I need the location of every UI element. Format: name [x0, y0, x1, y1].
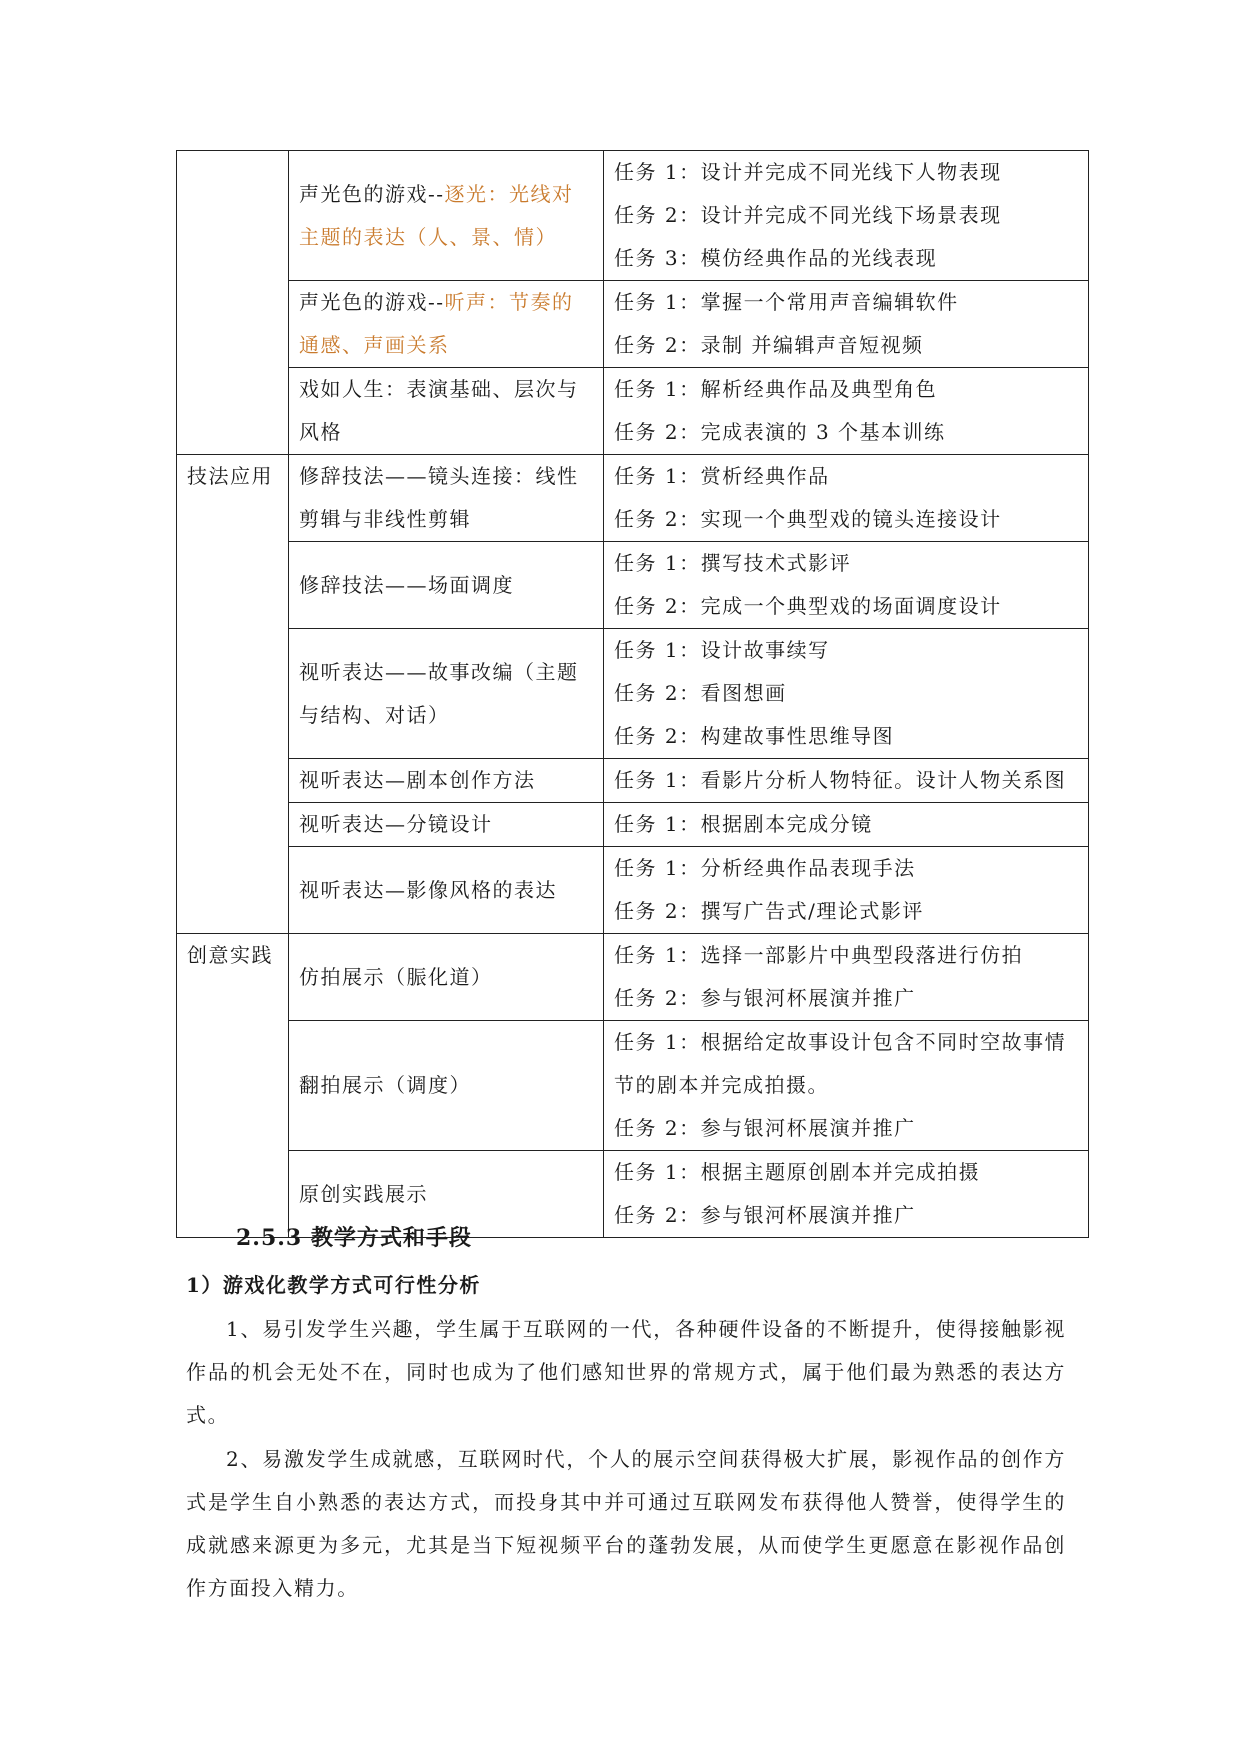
- task-line: 任务 1：看影片分析人物特征。设计人物关系图: [614, 768, 1067, 792]
- topic-cell: 视听表达—分镜设计: [289, 803, 604, 847]
- tasks-cell: [604, 455, 1089, 542]
- task-line: 任务 2：参与银河杯展演并推广: [614, 1116, 916, 1140]
- tasks-cell: [604, 1021, 1089, 1151]
- task-line: 任务 3：模仿经典作品的光线表现: [614, 246, 938, 270]
- task-line: 任务 2：参与银河杯展演并推广: [614, 986, 916, 1010]
- tasks-cell: [604, 281, 1089, 368]
- task-line: 任务 1：掌握一个常用声音编辑软件: [614, 290, 959, 314]
- table-row: [177, 455, 1089, 542]
- tasks-cell: [604, 368, 1089, 455]
- task-line: 任务 2：完成表演的 3 个基本训练: [614, 420, 946, 444]
- table-row: [177, 934, 1089, 1021]
- task-line: 任务 2：完成一个典型戏的场面调度设计: [614, 594, 1002, 618]
- task-line: 任务 1：选择一部影片中典型段落进行仿拍: [614, 943, 1024, 967]
- topic-cell: 仿拍展示（脤化道）: [289, 934, 604, 1021]
- table-row: [177, 281, 1089, 368]
- topic-prefix: 声光色的游戏--: [299, 181, 445, 206]
- category-cell: 创意实践: [177, 934, 289, 1238]
- topic-cell: [289, 281, 604, 368]
- task-line: 任务 2：参与银河杯展演并推广: [614, 1203, 916, 1227]
- topic-cell: [289, 151, 604, 281]
- tasks-cell: [604, 542, 1089, 629]
- table-row: [177, 759, 1089, 803]
- curriculum-table: [176, 150, 1089, 1238]
- subsection-heading: 1）游戏化教学方式可行性分析: [186, 1273, 481, 1297]
- table-row: [177, 151, 1089, 281]
- body-paragraph: 1、易引发学生兴趣，学生属于互联网的一代，各种硬件设备的不断提升，使得接触影视作品的机会无处不在，同时也成为了他们感知世界的常规方式，属于他们最为熟悉的表达方式。: [186, 1317, 1066, 1427]
- topic-cell: 修辞技法——场面调度: [289, 542, 604, 629]
- topic-prefix: 声光色的游戏--: [299, 290, 445, 314]
- tasks-cell: [604, 934, 1089, 1021]
- tasks-cell: [604, 803, 1089, 847]
- table-row: [177, 1021, 1089, 1151]
- task-line: 任务 1：赏析经典作品: [614, 464, 830, 488]
- task-line: 任务 1：设计故事续写: [614, 638, 830, 662]
- task-line: 任务 1：解析经典作品及典型角色: [614, 377, 938, 401]
- topic-cell: 戏如人生：表演基础、层次与风格: [289, 368, 604, 455]
- topic-cell: 视听表达——故事改编（主题与结构、对话）: [289, 629, 604, 759]
- task-line: 任务 2：构建故事性思维导图: [614, 724, 895, 748]
- task-line: 任务 1：根据剧本完成分镜: [614, 812, 873, 836]
- tasks-cell: [604, 1151, 1089, 1238]
- topic-highlight: 听声：节奏的通感、声画关系: [299, 290, 574, 357]
- table-row: [177, 803, 1089, 847]
- task-line: 任务 1：根据给定故事设计包含不同时空故事情: [614, 1030, 1067, 1054]
- tasks-cell: [604, 759, 1089, 803]
- table-row: [177, 847, 1089, 934]
- topic-cell: 视听表达—剧本创作方法: [289, 759, 604, 803]
- body-paragraph: 2、易激发学生成就感，互联网时代，个人的展示空间获得极大扩展，影视作品的创作方式是学生自小熟悉的表达方式，而投身其中并可通过互联网发布获得他人赞誉，使得学生的成就感来源更为多元，尤其是当下短视频平台的蓬勃发展，从而使学生更愿意在影视作品创作方面投入精力。: [186, 1447, 1066, 1600]
- tasks-cell: [604, 629, 1089, 759]
- table-row: [177, 629, 1089, 759]
- category-cell: 技法应用: [177, 455, 289, 934]
- task-line: 节的剧本并完成拍摄。: [614, 1073, 829, 1097]
- category-cell: [177, 151, 289, 455]
- task-line: 任务 1：分析经典作品表现手法: [614, 856, 916, 880]
- topic-cell: 修辞技法——镜头连接：线性剪辑与非线性剪辑: [289, 455, 604, 542]
- tasks-cell: [604, 847, 1089, 934]
- task-line: 任务 1：设计并完成不同光线下人物表现: [614, 160, 1002, 184]
- task-line: 任务 1：撰写技术式影评: [614, 551, 852, 575]
- task-line: 任务 2：录制 并编辑声音短视频: [614, 333, 924, 357]
- tasks-cell: [604, 151, 1089, 281]
- topic-highlight: 逐光：光线对主题的表达（人、景、情）: [299, 181, 574, 249]
- topic-cell: 视听表达—影像风格的表达: [289, 847, 604, 934]
- task-line: 任务 1：根据主题原创剧本并完成拍摄: [614, 1160, 981, 1184]
- task-line: 任务 2：看图想画: [614, 681, 787, 705]
- topic-cell: 原创实践展示: [289, 1151, 604, 1238]
- topic-cell: 翻拍展示（调度）: [289, 1021, 604, 1151]
- table-row: [177, 368, 1089, 455]
- task-line: 任务 2：设计并完成不同光线下场景表现: [614, 203, 1002, 227]
- table-row: [177, 542, 1089, 629]
- task-line: 任务 2：实现一个典型戏的镜头连接设计: [614, 507, 1002, 531]
- task-line: 任务 2：撰写广告式/理论式影评: [614, 899, 924, 923]
- section-heading: 2.5.3 教学方式和手段: [236, 1225, 472, 1251]
